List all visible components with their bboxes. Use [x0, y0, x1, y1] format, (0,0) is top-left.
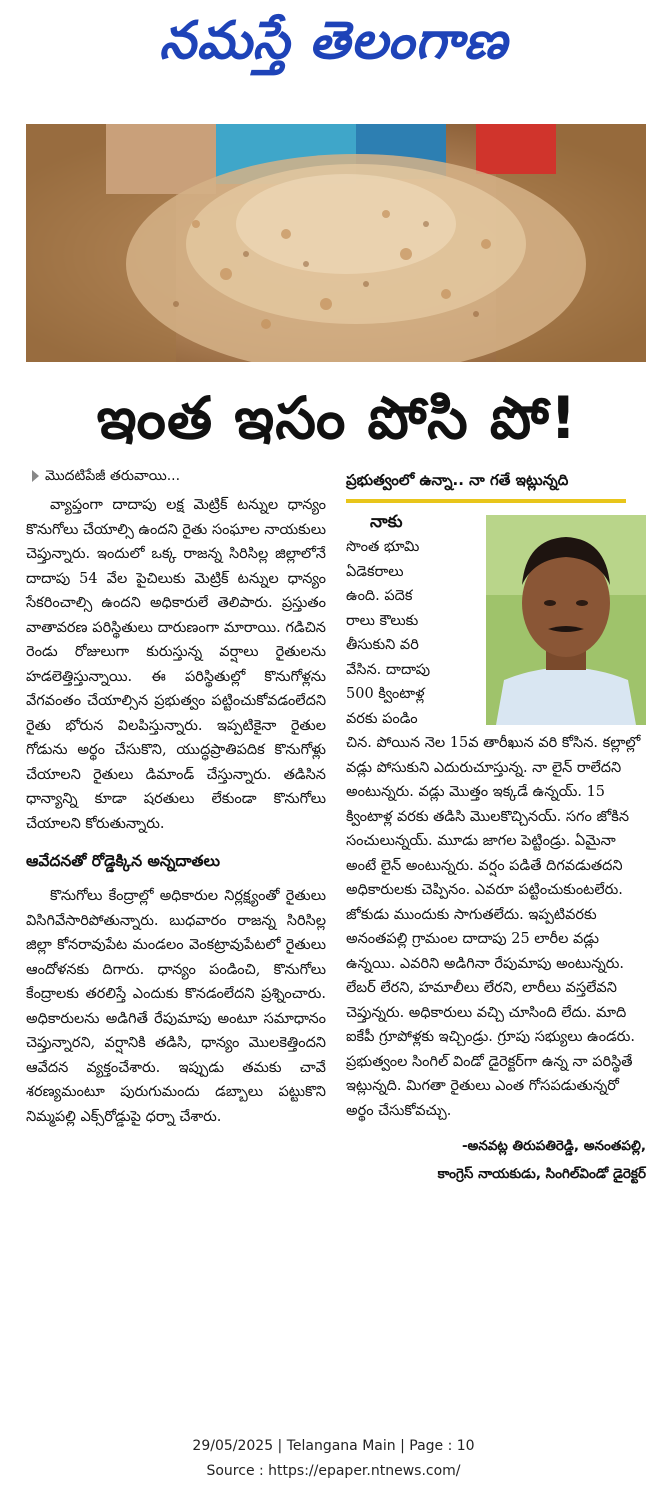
newspaper-masthead: నమస్తే తెలంగాణ [159, 11, 508, 71]
sidebar-byline-2: కాంగ్రెస్ నాయకుడు, సింగిల్‌విండో డైరెక్టర్ [437, 1166, 646, 1182]
left-subheading: ఆవేదనతో రోడ్డెక్కిన అన్నదాతలు [26, 852, 220, 870]
triangle-arrow-icon [32, 470, 39, 482]
sidebar-heading: ప్రభుత్వంలో ఉన్నా.. నా గతే ఇట్లున్నది [346, 471, 569, 489]
narrow-line: 500 క్వింటాళ్ల [346, 686, 425, 702]
portrait-illustration [486, 515, 646, 725]
paddy-grain-photo [26, 124, 646, 362]
left-column [26, 465, 326, 1129]
right-column-sidebar [346, 465, 646, 1187]
narrow-line: తీసుకుని వరి [346, 637, 419, 653]
sidebar-narrow-text [346, 535, 482, 731]
continuation-kicker [26, 465, 326, 487]
footer-date-edition: 29/05/2025 | Telangana Main | Page : 10 [192, 1438, 475, 1454]
left-paragraph-1: వ్యాప్తంగా దాదాపు లక్ష మెట్రిక్ టన్నుల ధాన్యం కొనుగోలు చేయాల్సి ఉందని రైతు సంఘాల నాయకులు చెప్తున్నారు. ఇందులో ఒక్క రాజన్న సిరిసిల్ల జిల్లాలోనే దాదాపు 54 వేల పైచిలుకు మెట్రిక్ టన్నుల ధాన్యం సేకరించాల్సి ఉందని అధికారులే తెలిపారు. ప్రస్తుతం వాతావరణ పరిస్థితులు దారుణంగా మారాయి. గడిచిన రెండు రోజులుగా కురుస్తున్న వర్షాలు రైతులను హడలెత్తిస్తున్నాయి. ఈ పరిస్థితుల్లో కొనుగోళ్లను వేగవంతం చేయాల్సిన ప్రభుత్వం పట్టించుకోవడంలేదని రైతు భోరున విలపిస్తున్నారు. ఇప్పటికైనా రైతుల గోడును అర్థం చేసుకొని, యుద్ధప్రాతిపదిక కొనుగోళ్లు చేయాలని రైతులు డిమాండ్ చేస్తున్నారు. తడిసిన ధాన్యాన్ని కూడా షరతులు లేకుండా కొనుగోలు చేయాలని కోరుతున్నారు. [26, 497, 326, 832]
farmer-portrait-photo [486, 515, 646, 725]
headline: ఇంత ఇసం పోసి పో! [96, 384, 578, 452]
paddy-grain-illustration [26, 124, 646, 362]
sidebar-top-row [346, 535, 646, 731]
narrow-line: వరకు పండిం [346, 710, 418, 727]
left-paragraph-2: కొనుగోలు కేంద్రాల్లో అధికారుల నిర్లక్ష్యంతో రైతులు విసిగివేసారిపోతున్నారు. బుధవారం రాజన్న సిరిసిల్ల జిల్లా కోనరావుపేట మండలం వెంకట్రావుపేటలో రైతులు ఆందోళనకు దిగారు. ధాన్యం పండించి, కొనుగోలు కేంద్రాలకు తరలిస్తే ఎందుకు కొనడంలేదని ప్రశ్నించారు. అధికారులను అడిగితే రేపుమాపు అంటూ సమాధానం చెప్తున్నారని, వర్షానికి తడిసి, ధాన్యం మొలకెత్తిందని ఆవేదన వ్యక్తంచేశారు. ఇప్పుడు తమకు చావే శరణ్యమంటూ పురుగుమందు డబ్బాలు పట్టుకొని నిమ్మపల్లి ఎక్స్‌రోడ్డుపై ధర్నా చేశారు. [26, 888, 326, 1125]
yellow-divider [346, 499, 626, 503]
narrow-line: సొంత భూమి [346, 539, 420, 555]
narrow-line: వేసిన. దాదాపు [346, 661, 431, 678]
narrow-line: రాలు కౌలుకు [346, 612, 419, 629]
kicker-text: మొదటిపేజీ తరువాయి... [45, 468, 181, 484]
narrow-line: ఉంది. పదెక [346, 588, 413, 604]
sidebar-lead-word: నాకు [370, 512, 403, 532]
narrow-line: ఏడెకరాలు [346, 563, 404, 580]
footer-source: Source : https://epaper.ntnews.com/ [206, 1463, 461, 1479]
sidebar-byline-1: -అనవట్ల తిరుపతిరెడ్డి, అనంతపల్లి, [461, 1138, 646, 1154]
sidebar-body-text: చిన. పోయిన నెల 15వ తారీఖున వరి కోసిన. కల్లాల్లో వడ్లు పోసుకుని ఎదురుచూస్తున్న. నా లైన్ రాలేదని అంటున్నరు. వడ్లు మొత్తం ఇక్కడే ఉన్నయ్. 15 క్వింటాళ్ల వరకు తడిసి మొలకొచ్చినయ్. సగం జోకిన సంచులున్నయ్. మూడు జాగల పెట్టిండ్రు. ఏమైనా అంటే లైన్ అంటున్నరు. వర్షం పడితే దిగవడుతదని అధికారులకు చెప్పినం. ఎవరూ పట్టించుకుంటలేరు. జోకుడు ముందుకు సాగుతలేదు. ఇప్పటివరకు అనంతపల్లి గ్రామంల దాదాపు 25 లారీల వడ్లు ఉన్నయి. ఎవరిని అడిగినా రేపుమాపు అంటున్నరు. లేబర్ లేరని, హమాలీలు లేరని, లారీలు వస్తలేవని చెప్తున్నరు. అధికారులు వచ్చి చూసింది లేదు. మాది ఐకేపీ గ్రూపోళ్లకు ఇచ్చిండ్రు. గ్రూపు సభ్యులు ఉండరు. ప్రభుత్వంల సింగిల్ విండో డైరెక్టర్‌గా ఉన్న నా పరిస్థితే ఇట్లున్నది. మిగతా రైతులు ఎంత గోసపడుతున్నరో అర్థం చేసుకోవచ్చు. [346, 735, 641, 1119]
